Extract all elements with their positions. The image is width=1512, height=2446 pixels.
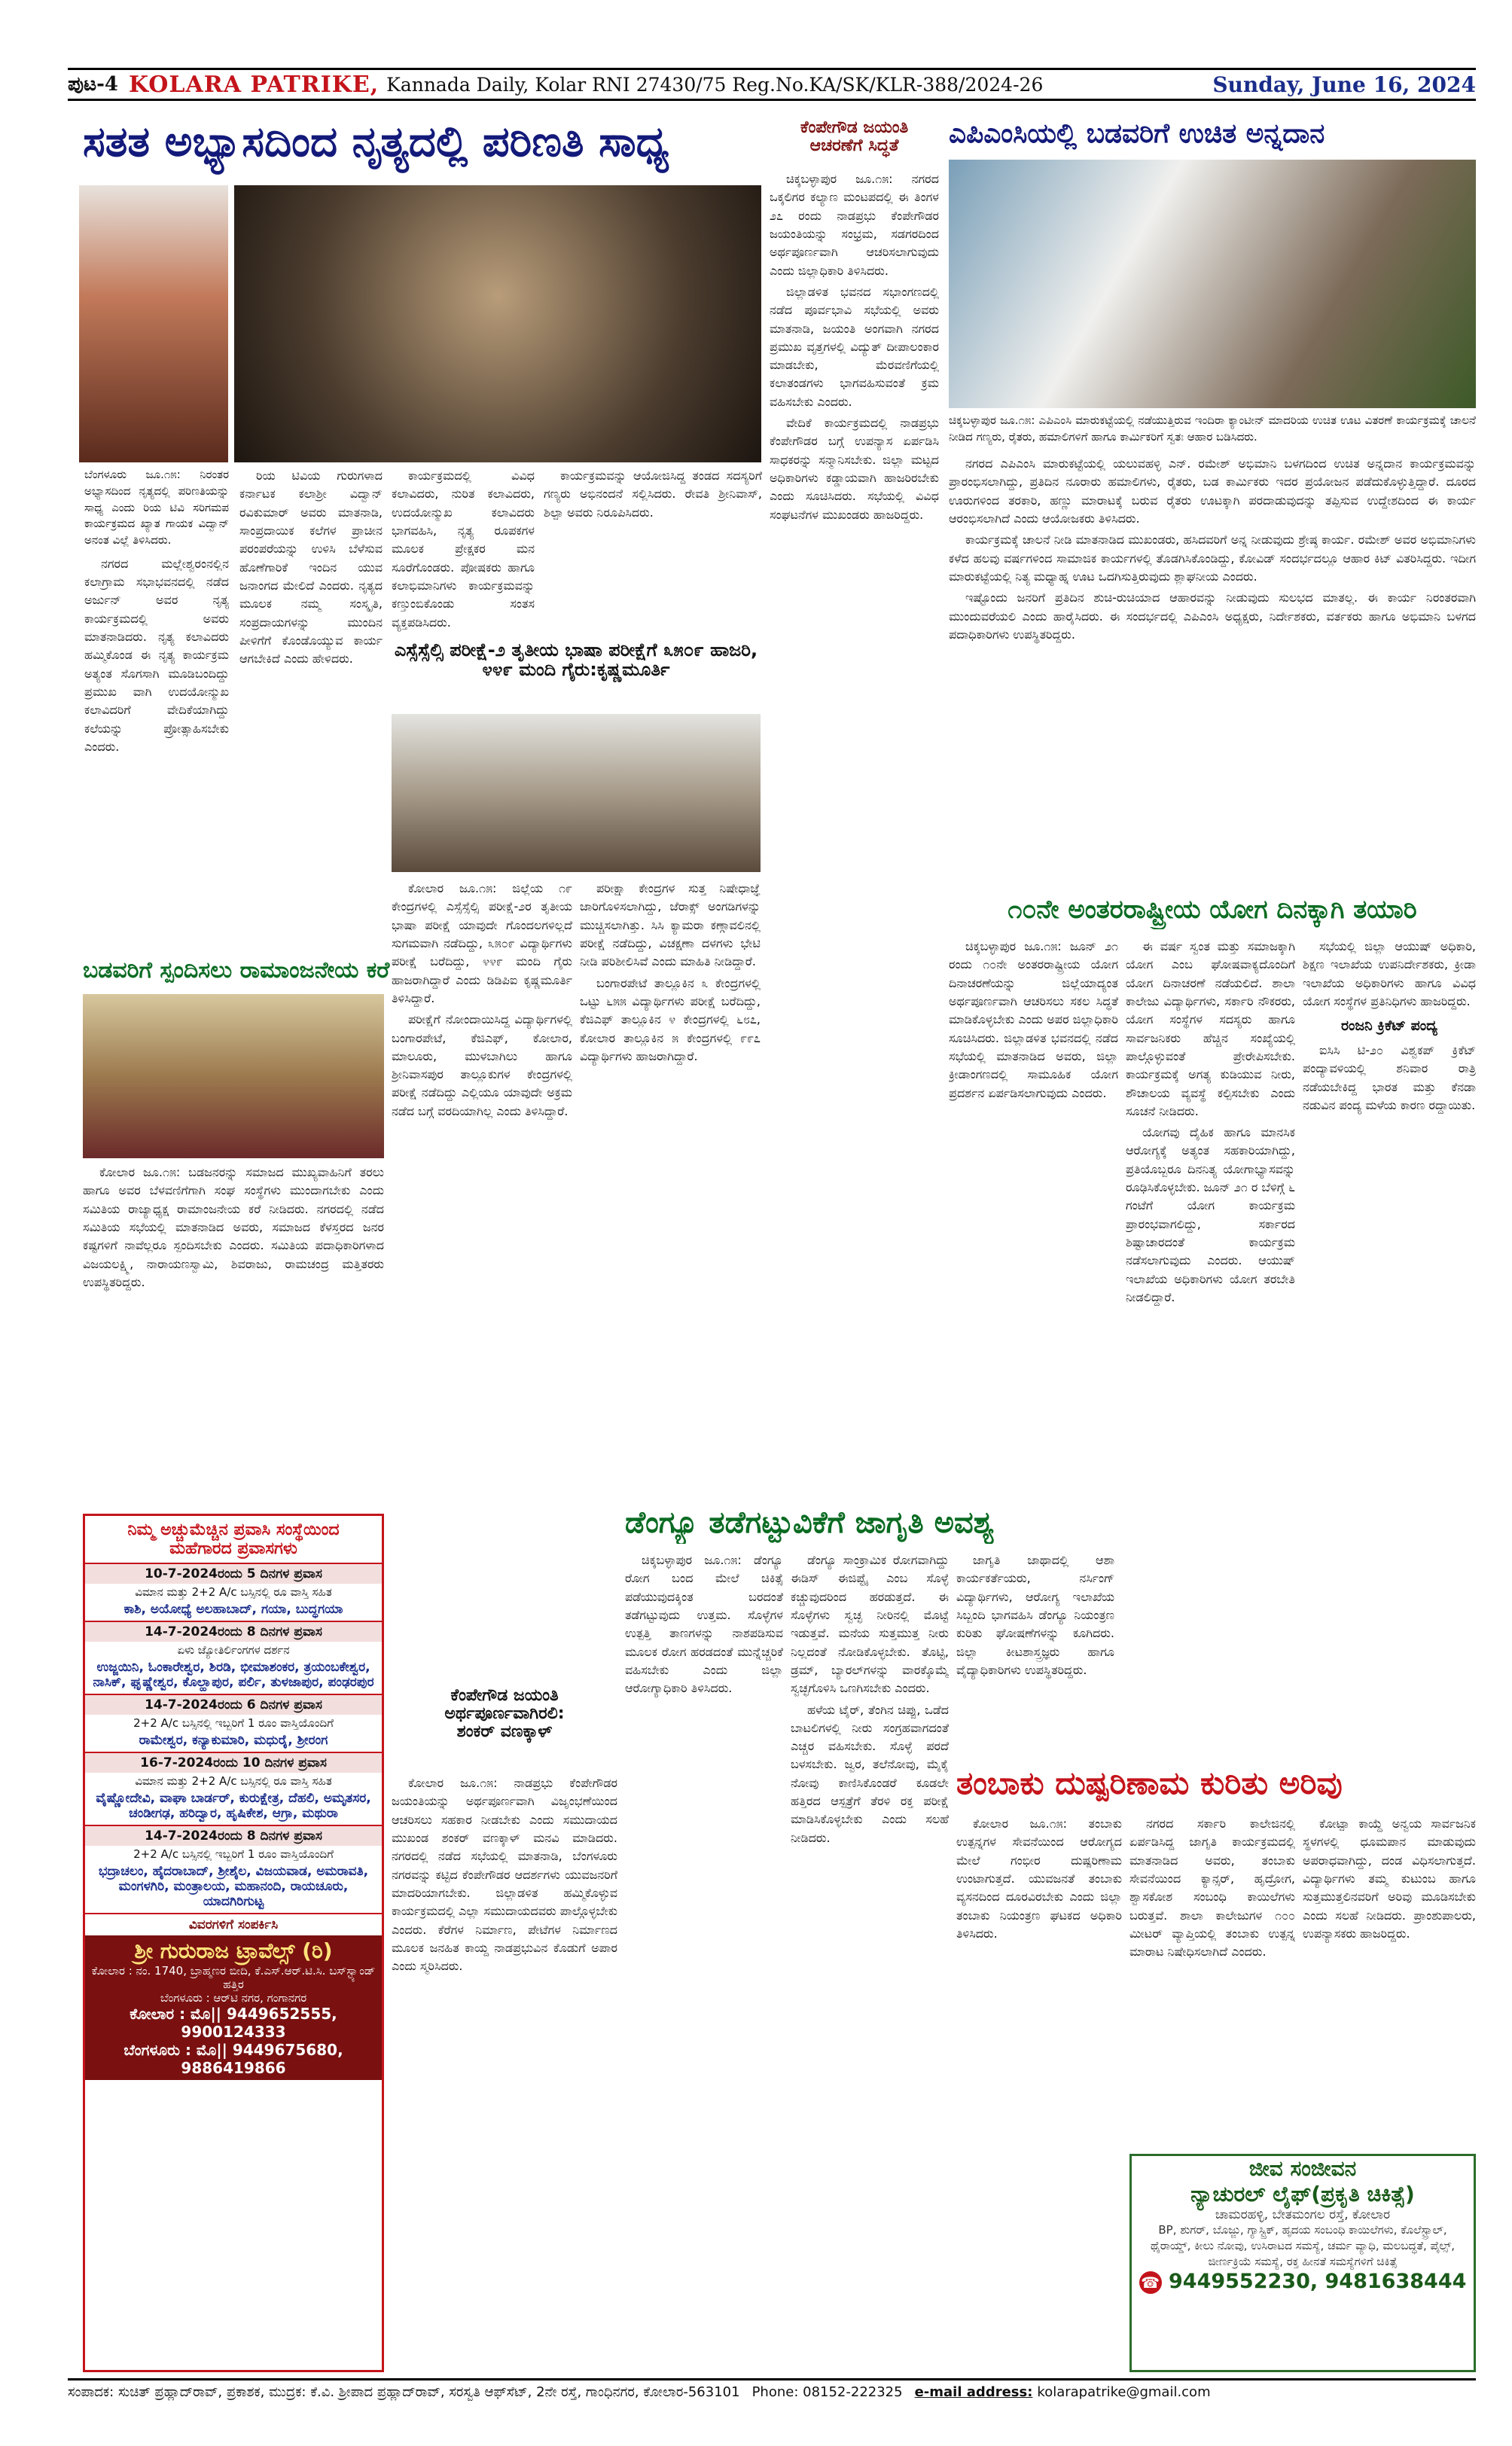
sslc-body-1: ಕೋಲಾರ ಜೂ.೧೫: ಜಿಲ್ಲೆಯ ೧೯ ಕೇಂದ್ರಗಳಲ್ಲಿ ಎಸ್ಸೆಸ್ಸೆಲ್ಸಿ ಪರೀಕ್ಷೆ-೨ರ ತೃತೀಯ ಭಾಷಾ ಪರೀಕ್ಷೆ ಯಾವುದೇ ಗೊಂದಲಗಳಿಲ್ಲದೆ ಸುಗಮವಾಗಿ ನಡೆದಿದ್ದು, ೩೫೦೯ ವಿದ್ಯಾರ್ಥಿಗಳು ಪರೀಕ್ಷೆ ಬರೆದಿದ್ದು, ೪೪೯ ಮಂದಿ ಗೈರು ಹಾಜರಾಗಿದ್ದಾರೆ ಎಂದು ಡಿಡಿಪಿಐ ಕೃಷ್ಣಮೂರ್ತಿ ತಿಳಿಸಿದ್ದಾರೆ. xyxy=(392,881,572,1005)
kempegowda2-body-block xyxy=(392,1774,617,2369)
trip-date: 14-7-2024ರಂದು 8 ದಿನಗಳ ಪ್ರವಾಸ xyxy=(85,1826,382,1846)
trip-list xyxy=(85,1564,382,1914)
cricket-subhead: ರಂಜನಿ ಕ್ರಿಕೆಟ್ ಪಂದ್ಯ xyxy=(1340,1017,1438,1035)
kempegowda-headline xyxy=(770,119,939,164)
trip-places: ಕಾಶಿ, ಅಯೋಧ್ಯೆ ಅಲಹಾಬಾದ್, ಗಯಾ, ಬುದ್ಧಗಯಾ xyxy=(123,1602,343,1617)
kempegowda-body-1: ಚಿಕ್ಕಬಳ್ಳಾಪುರ ಜೂ.೧೫: ನಗರದ ಒಕ್ಕಲಿಗರ ಕಲ್ಯಾಣ ಮಂಟಪದಲ್ಲಿ ಈ ತಿಂಗಳ ೨೭ ರಂದು ನಾಡಪ್ರಭು ಕೆಂಪೇಗೌಡರ ಜಯಂತಿಯನ್ನು ಸಂಭ್ರಮ, ಸಡಗರದಿಂದ ಅರ್ಥಪೂರ್ಣವಾಗಿ ಆಚರಿಸಲಾಗುವುದು ಎಂದು ಜಿಲ್ಲಾಧಿಕಾರಿ ತಿಳಿಸಿದರು. xyxy=(770,172,939,278)
kempegowda2-body: ಕೋಲಾರ ಜೂ.೧೫: ನಾಡಪ್ರಭು ಕೆಂಪೇಗೌಡರ ಜಯಂತಿಯನ್ನು ಅರ್ಥಪೂರ್ಣವಾಗಿ ವಿಜೃಂಭಣೆಯಿಂದ ಆಚರಿಸಲು ಸಹಕಾರ ನೀಡಬೇಕು ಎಂದು ಸಮುದಾಯದ ಮುಖಂಡ ಶಂಕರ್ ವಣಕ್ಕಾಳ್ ಮನವಿ ಮಾಡಿದರು. ನಗರದಲ್ಲಿ ನಡೆದ ಸಭೆಯಲ್ಲಿ ಮಾತನಾಡಿ, ಬೆಂಗಳೂರು ನಗರವನ್ನು ಕಟ್ಟಿದ ಕೆಂಪೇಗೌಡರ ಆದರ್ಶಗಳು ಯುವಜನರಿಗೆ ಮಾದರಿಯಾಗಬೇಕು. ಜಿಲ್ಲಾಡಳಿತ ಹಮ್ಮಿಕೊಳ್ಳುವ ಕಾರ್ಯಕ್ರಮದಲ್ಲಿ ಎಲ್ಲಾ ಸಮುದಾಯದವರು ಪಾಲ್ಗೊಳ್ಳಬೇಕು ಎಂದರು. ಕೆರೆಗಳ ನಿರ್ಮಾಣ, ಪೇಟೆಗಳ ನಿರ್ಮಾಣದ ಮೂಲಕ ಜನಹಿತ ಕಾಯ್ದ ನಾಡಪ್ರಭುವಿನ ಕೊಡುಗೆ ಅಪಾರ ಎಂದು ಸ್ಮರಿಸಿದರು. xyxy=(392,1776,617,1974)
travel-phone-2: ಬೆಂಗಳೂರು : ಮೊ|| 9449675680, 9886419866 xyxy=(123,2041,343,2077)
clinic-ad xyxy=(1129,2154,1476,2372)
trip-places: ರಾಮೇಶ್ವರ, ಕನ್ಯಾಕುಮಾರಿ, ಮಧುರೈ, ಶ್ರೀರಂಗ xyxy=(139,1733,328,1748)
travel-ad-title-1: ನಿಮ್ಮ ಅಚ್ಚುಮೆಚ್ಚಿನ ಪ್ರವಾಸಿ ಸಂಸ್ಥೆಯಿಂದ xyxy=(127,1520,340,1539)
trip-date: 16-7-2024ರಂದು 10 ದಿನಗಳ ಪ್ರವಾಸ xyxy=(85,1753,382,1773)
yoga-body-2: ಈ ವರ್ಷ ಸ್ವಂತ ಮತ್ತು ಸಮಾಜಕ್ಕಾಗಿ ಯೋಗ ಎಂಬ ಘೋಷವಾಕ್ಯದೊಂದಿಗೆ ಯೋಗ ದಿನಾಚರಣೆ ನಡೆಯಲಿದೆ. ಶಾಲಾ ಕಾಲೇಜು ವಿದ್ಯಾರ್ಥಿಗಳು, ಸರ್ಕಾರಿ ನೌಕರರು, ಯೋಗ ಸಂಸ್ಥೆಗಳ ಸದಸ್ಯರು ಹಾಗೂ ಸಾರ್ವಜನಿಕರು ಹೆಚ್ಚಿನ ಸಂಖ್ಯೆಯಲ್ಲಿ ಪಾಲ್ಗೊಳ್ಳುವಂತೆ ಪ್ರೇರೇಪಿಸಬೇಕು. ಕಾರ್ಯಕ್ರಮಕ್ಕೆ ಅಗತ್ಯ ಕುಡಿಯುವ ನೀರು, ಶೌಚಾಲಯ ವ್ಯವಸ್ಥೆ ಕಲ್ಪಿಸಬೇಕು ಎಂದು ಸೂಚನೆ ನೀಡಿದರು. xyxy=(1126,939,1295,1118)
travel-ad-title xyxy=(85,1516,382,1564)
kempegowda2-title-3: ಶಂಕರ್ ವಣಕ್ಕಾಳ್ xyxy=(456,1722,553,1742)
paper-brand: KOLARA PATRIKE, xyxy=(129,71,380,98)
annadana-body-2: ಕಾರ್ಯಕ್ರಮಕ್ಕೆ ಚಾಲನೆ ನೀಡಿ ಮಾತನಾಡಿದ ಮುಖಂಡರು, ಹಸಿದವರಿಗೆ ಅನ್ನ ನೀಡುವುದು ಶ್ರೇಷ್ಠ ಕಾರ್ಯ. ರಮೇಶ್ ಅವರ ಅಭಿಮಾನಿಗಳು ಕಳೆದ ಹಲವು ವರ್ಷಗಳಿಂದ ಸಾಮಾಜಿಕ ಕಾರ್ಯಗಳಲ್ಲಿ ತೊಡಗಿಸಿಕೊಂಡಿದ್ದು, ಕೋವಿಡ್ ಸಂದರ್ಭದಲ್ಲೂ ಆಹಾರ ಕಿಟ್ ವಿತರಿಸಿದ್ದರು. ಇದೀಗ ಮಾರುಕಟ್ಟೆಯಲ್ಲಿ ನಿತ್ಯ ಮಧ್ಯಾಹ್ನ ಊಟ ಒದಗಿಸುತ್ತಿರುವುದು ಶ್ಲಾಘನೀಯ ಎಂದರು. xyxy=(949,532,1476,584)
dengue-body-2: ಡೆಂಗ್ಯೂ ಸಾಂಕ್ರಾಮಿಕ ರೋಗವಾಗಿದ್ದು ಈಡಿಸ್ ಈಜಿಪ್ಟೈ ಎಂಬ ಸೊಳ್ಳೆ ಕಚ್ಚುವುದರಿಂದ ಹರಡುತ್ತದೆ. ಈ ಸೊಳ್ಳೆಗಳು ಸ್ವಚ್ಛ ನೀರಿನಲ್ಲಿ ಮೊಟ್ಟೆ ಇಡುತ್ತವೆ. ಮನೆಯ ಸುತ್ತಮುತ್ತ ನೀರು ನಿಲ್ಲದಂತೆ ನೋಡಿಕೊಳ್ಳಬೇಕು. ತೊಟ್ಟಿ, ಡ್ರಮ್, ಬ್ಯಾರಲ್‌ಗಳನ್ನು ವಾರಕ್ಕೊಮ್ಮೆ ಸ್ವಚ್ಛಗೊಳಿಸಿ ಒಣಗಿಸಬೇಕು ಎಂದರು. xyxy=(791,1553,949,1696)
yoga-body-4: ಸಭೆಯಲ್ಲಿ ಜಿಲ್ಲಾ ಆಯುಷ್ ಅಧಿಕಾರಿ, ಶಿಕ್ಷಣ ಇಲಾಖೆಯ ಉಪನಿರ್ದೇಶಕರು, ಕ್ರೀಡಾ ಇಲಾಖೆಯ ಅಧಿಕಾರಿಗಳು ಹಾಗೂ ವಿವಿಧ ಯೋಗ ಸಂಸ್ಥೆಗಳ ಪ್ರತಿನಿಧಿಗಳು ಹಾಜರಿದ್ದರು. xyxy=(1303,939,1476,1008)
trip-via: ಏಳು ಜ್ಯೋತಿರ್ಲಿಂಗಗಳ ದರ್ಶನ xyxy=(177,1643,290,1657)
page-footer xyxy=(68,2378,1476,2404)
travel-ad xyxy=(83,1514,384,2372)
yoga-col-2 xyxy=(1126,938,1295,1465)
dance-body-3: ಕಾರ್ಯಕ್ರಮದಲ್ಲಿ ವಿವಿಧ ಕಲಾವಿದರು, ನುರಿತ ಕಲಾವಿದರು, ಉದಯೋನ್ಮುಖ ಕಲಾವಿದರು ಭಾಗವಹಿಸಿ, ನೃತ್ಯ ರೂಪಕಗಳ ಮೂಲಕ ಪ್ರೇಕ್ಷಕರ ಮನ ಸೂರೆಗೊಂಡರು. ಪೋಷಕರು ಹಾಗೂ ಕಲಾಭಿಮಾನಿಗಳು ಕಾರ್ಯಕ್ರಮವನ್ನು ಕಣ್ತುಂಬಿಕೊಂಡು ಸಂತಸ ವ್ಯಕ್ತಪಡಿಸಿದರು. xyxy=(392,468,535,630)
trip-via: 2+2 A/c ಬಸ್ಸಿನಲ್ಲಿ ಇಬ್ಬರಿಗೆ 1 ರೂಂ ವಾಸ್ತಿಯೊಂದಿಗೆ xyxy=(133,1847,334,1861)
annadana-caption: ಚಿಕ್ಕಬಳ್ಳಾಪುರ ಜೂ.೧೫: ಎಪಿಎಂಸಿ ಮಾರುಕಟ್ಟೆಯಲ್ಲಿ ನಡೆಯುತ್ತಿರುವ ಇಂದಿರಾ ಕ್ಯಾಂಟೀನ್ ಮಾದರಿಯ ಉಚಿತ ಊಟ ವಿತರಣೆ ಕಾರ್ಯಕ್ರಮಕ್ಕೆ ಚಾಲನೆ ನೀಡಿದ ಗಣ್ಯರು, ರೈತರು, ಹಮಾಲಿಗಳಿಗೆ ಹಾಗೂ ಕಾರ್ಮಿಕರಿಗೆ ಸ್ವತಃ ಆಹಾರ ಬಡಿಸಿದರು. xyxy=(949,413,1476,444)
dengue-col-1 xyxy=(625,1551,783,2372)
kempegowda2-title-1: ಕೆಂಪೇಗೌಡ ಜಯಂತಿ xyxy=(450,1687,559,1705)
tobacco-headline: ತಂಬಾಕು ದುಷ್ಪರಿಣಾಮ ಕುರಿತು ಅರಿವು xyxy=(956,1766,1343,1801)
travel-ad-footer xyxy=(85,1935,382,2080)
dance-body-1: ನಗರದ ಮಲ್ಲೇಶ್ವರಂನಲ್ಲಿನ ಕಲಾಗ್ರಾಮ ಸಭಾಭವನದಲ್ಲಿ ನಡೆದ ಅರ್ಜುನ್ ಅವರ ನೃತ್ಯ ಕಾರ್ಯಕ್ರಮದಲ್ಲಿ ಅವರು ಮಾತನಾಡಿದರು. ನೃತ್ಯ ಕಲಾವಿದರು ಹಮ್ಮಿಕೊಂಡ ಈ ನೃತ್ಯ ಕಾರ್ಯಕ್ರಮ ಅತ್ಯಂತ ಸೊಗಸಾಗಿ ಮೂಡಿಬಂದಿದ್ದು ಪ್ರಮುಖ ವಾಗಿ ಉದಯೋನ್ಮುಖ ಕಲಾವಿದರಿಗೆ ವೇದಿಕೆಯಾಗಿದ್ದು ಕಲೆಯನ್ನು ಪ್ರೋತ್ಸಾಹಿಸಬೇಕು ಎಂದರು. xyxy=(84,556,229,754)
trip-places: ವೈಷ್ಣೋದೇವಿ, ವಾಘಾ ಬಾರ್ಡರ್, ಕುರುಕ್ಷೇತ್ರ, ದೆಹಲಿ, ಅಮೃತಸರ, ಚಂಡೀಗಢ, ಹರಿದ್ವಾರ, ಹೃಷಿಕೇಶ, ಆಗ್ರಾ, ಮಥುರಾ xyxy=(96,1791,371,1821)
kempegowda2-title-2: ಅರ್ಥಪೂರ್ಣವಾಗಿರಲಿ: xyxy=(444,1704,565,1724)
dengue-body-3: ಹಳೆಯ ಟೈರ್, ತೆಂಗಿನ ಚಿಪ್ಪು, ಒಡೆದ ಬಾಟಲಿಗಳಲ್ಲಿ ನೀರು ಸಂಗ್ರಹವಾಗದಂತೆ ಎಚ್ಚರ ವಹಿಸಬೇಕು. ಸೊಳ್ಳೆ ಪರದೆ ಬಳಸಬೇಕು. ಜ್ವರ, ತಲೆನೋವು, ಮೈಕೈ ನೋವು ಕಾಣಿಸಿಕೊಂಡರೆ ಕೂಡಲೇ ಹತ್ತಿರದ ಆಸ್ಪತ್ರೆಗೆ ತೆರಳಿ ರಕ್ತ ಪರೀಕ್ಷೆ ಮಾಡಿಸಿಕೊಳ್ಳಬೇಕು ಎಂದು ಸಲಹೆ ನೀಡಿದರು. xyxy=(791,1702,949,1845)
phone-icon: ☎ xyxy=(1139,2271,1162,2294)
kempegowda-title-1: ಕೆಂಪೇಗೌಡ ಜಯಂತಿ xyxy=(800,119,909,137)
annadana-body-3: ಇಷ್ಟೊಂದು ಜನರಿಗೆ ಪ್ರತಿದಿನ ಶುಚಿ-ರುಚಿಯಾದ ಆಹಾರವನ್ನು ನೀಡುವುದು ಸುಲಭದ ಮಾತಲ್ಲ. ಈ ಕಾರ್ಯ ನಿರಂತರವಾಗಿ ಮುಂದುವರೆಯಲಿ ಎಂದು ಹಾರೈಸಿದರು. ಈ ಸಂದರ್ಭದಲ್ಲಿ ಎಪಿಎಂಸಿ ಅಧ್ಯಕ್ಷರು, ನಿರ್ದೇಶಕರು, ವರ್ತಕರು ಹಾಗೂ ಅಭಿಮಾನಿ ಬಳಗದ ಪದಾಧಿಕಾರಿಗಳು ಉಪಸ್ಥಿತರಿದ್ದರು. xyxy=(949,590,1476,642)
trip-item xyxy=(85,1564,382,1622)
dance-col-4 xyxy=(544,467,762,587)
dengue-headline: ಡೆಂಗ್ಯೂ ತಡೆಗಟ್ಟುವಿಕೆಗೆ ಜಾಗೃತಿ ಅವಶ್ಯ xyxy=(625,1506,995,1540)
travel-ad-title-2: ಮಹೆಗಾರದ ಪ್ರವಾಸಗಳು xyxy=(169,1539,297,1558)
footer-phone: Phone: 08152-222325 xyxy=(751,2384,903,2400)
footer-text: ಸಂಪಾದಕ: ಸುಚಿತ್ ಪ್ರಹ್ಲಾದ್‌ರಾವ್, ಪ್ರಕಾಶಕ, ಮುದ್ರಕ: ಕೆ.ವಿ. ಶ್ರೀಪಾದ ಪ್ರಹ್ಲಾದ್‌ರಾವ್, ಸರಸ್ವತಿ ಆಫ್‌ಸೆಟ್, 2ನೇ ರಸ್ತೆ, ಗಾಂಧಿನಗರ, ಕೋಲಾರ-563101 xyxy=(68,2384,740,2400)
stage-photo xyxy=(234,185,761,462)
cricket-body: ಐಸಿಸಿ ಟಿ-೨೦ ವಿಶ್ವಕಪ್ ಕ್ರಿಕೆಟ್ ಪಂದ್ಯಾವಳಿಯಲ್ಲಿ ಶನಿವಾರ ರಾತ್ರಿ ನಡೆಯಬೇಕಿದ್ದ ಭಾರತ ಮತ್ತು ಕೆನಡಾ ನಡುವಿನ ಪಂದ್ಯ ಮಳೆಯ ಕಾರಣ ರದ್ದಾಯಿತು. xyxy=(1303,1043,1476,1113)
ramanjaneya-body-block xyxy=(83,1164,384,1506)
clinic-services: BP, ಶುಗರ್, ಬೊಜ್ಜು, ಗ್ಯಾಸ್ಟ್ರಿಕ್, ಹೃದಯ ಸಂಬಂಧಿ ಕಾಯಿಲೆಗಳು, ಕೊಲೆಸ್ಟ್ರಾಲ್, ಥೈರಾಯ್ಡ್, ಕೀಲು ನೋವು, ಉಸಿರಾಟದ ಸಮಸ್ಯೆ, ಚರ್ಮ ವ್ಯಾಧಿ, ಮಲಬದ್ಧತೆ, ಪೈಲ್ಸ್, ಜೀರ್ಣಕ್ರಿಯೆ ಸಮಸ್ಯೆ, ರಕ್ತ ಹೀನತೆ ಸಮಸ್ಯೆಗಳಿಗೆ ಚಿಕಿತ್ಸೆ xyxy=(1150,2223,1456,2268)
dengue-body-1: ಚಿಕ್ಕಬಳ್ಳಾಪುರ ಜೂ.೧೫: ಡೆಂಗ್ಯೂ ರೋಗ ಬಂದ ಮೇಲೆ ಚಿಕಿತ್ಸೆ ಪಡೆಯುವುದಕ್ಕಿಂತ ಬರದಂತೆ ತಡೆಗಟ್ಟುವುದು ಉತ್ತಮ. ಸೊಳ್ಳೆಗಳ ಉತ್ಪತ್ತಿ ತಾಣಗಳನ್ನು ನಾಶಪಡಿಸುವ ಮೂಲಕ ರೋಗ ಹರಡದಂತೆ ಮುನ್ನೆಚ್ಚರಿಕೆ ವಹಿಸಬೇಕು ಎಂದು ಜಿಲ್ಲಾ ಆರೋಗ್ಯಾಧಿಕಾರಿ ತಿಳಿಸಿದರು. xyxy=(625,1553,783,1696)
dance-headline: ಸತತ ಅಭ್ಯಾಸದಿಂದ ನೃತ್ಯದಲ್ಲಿ ಪರಿಣತಿ ಸಾಧ್ಯ xyxy=(83,119,669,166)
dengue-body-4: ಜಾಗೃತಿ ಜಾಥಾದಲ್ಲಿ ಆಶಾ ಕಾರ್ಯಕರ್ತೆಯರು, ನರ್ಸಿಂಗ್ ವಿದ್ಯಾರ್ಥಿಗಳು, ಆರೋಗ್ಯ ಇಲಾಖೆಯ ಸಿಬ್ಬಂದಿ ಭಾಗವಹಿಸಿ ಡೆಂಗ್ಯೂ ನಿಯಂತ್ರಣ ಕುರಿತು ಘೋಷಣೆಗಳನ್ನು ಕೂಗಿದರು. ಜಿಲ್ಲಾ ಕೀಟಶಾಸ್ತ್ರಜ್ಞರು ಹಾಗೂ ವೈದ್ಯಾಧಿಕಾರಿಗಳು ಉಪಸ್ಥಿತರಿದ್ದರು. xyxy=(956,1553,1114,1677)
trip-via: ವಿಮಾನ ಮತ್ತು 2+2 A/c ಬಸ್ಸಿನಲ್ಲಿ ರೂ ವಾಸ್ತಿ ಸಹಿತ xyxy=(135,1585,332,1599)
annadana-photo xyxy=(949,160,1476,408)
trip-date: 10-7-2024ರಂದು 5 ದಿನಗಳ ಪ್ರವಾಸ xyxy=(85,1564,382,1584)
mid-body: ಕಾರ್ಯಕ್ರಮವನ್ನು ಆಯೋಜಿಸಿದ್ದ ತಂಡದ ಸದಸ್ಯರಿಗೆ ಗಣ್ಯರು ಅಭಿನಂದನೆ ಸಲ್ಲಿಸಿದರು. ರೇವತಿ ಶ್ರೀನಿವಾಸ್, ಶಿಲ್ಪಾ ಅವರು ನಿರೂಪಿಸಿದರು. xyxy=(544,468,762,520)
travel-brand: ಶ್ರೀ ಗುರುರಾಜ ಟ್ರಾವೆಲ್ಸ್ (ರಿ) xyxy=(134,1938,333,1963)
tobacco-body-1: ಕೋಲಾರ ಜೂ.೧೫: ತಂಬಾಕು ಉತ್ಪನ್ನಗಳ ಸೇವನೆಯಿಂದ ಆರೋಗ್ಯದ ಮೇಲೆ ಗಂಭೀರ ದುಷ್ಪರಿಣಾಮ ಉಂಟಾಗುತ್ತದೆ. ಯುವಜನತೆ ತಂಬಾಕು ವ್ಯಸನದಿಂದ ದೂರವಿರಬೇಕು ಎಂದು ಜಿಲ್ಲಾ ತಂಬಾಕು ನಿಯಂತ್ರಣ ಘಟಕದ ಅಧಿಕಾರಿ ತಿಳಿಸಿದರು. xyxy=(956,1816,1122,1941)
trip-item xyxy=(85,1753,382,1826)
trip-item xyxy=(85,1826,382,1914)
clinic-phone-row xyxy=(1132,2270,1474,2294)
tobacco-col-1 xyxy=(956,1815,1122,2372)
tobacco-body-3: ಕೋಟ್ಪಾ ಕಾಯ್ದೆ ಅನ್ವಯ ಸಾರ್ವಜನಿಕ ಸ್ಥಳಗಳಲ್ಲಿ ಧೂಮಪಾನ ಮಾಡುವುದು ಅಪರಾಧವಾಗಿದ್ದು, ದಂಡ ವಿಧಿಸಲಾಗುತ್ತದೆ. ವಿದ್ಯಾರ್ಥಿಗಳು ತಮ್ಮ ಕುಟುಂಬ ಹಾಗೂ ಸುತ್ತಮುತ್ತಲಿನವರಿಗೆ ಅರಿವು ಮೂಡಿಸಬೇಕು ಎಂದು ಸಲಹೆ ನೀಡಿದರು. ಪ್ರಾಂಶುಪಾಲರು, ಉಪನ್ಯಾಸಕರು ಹಾಜರಿದ್ದರು. xyxy=(1303,1816,1476,1941)
dance-photo xyxy=(79,185,228,462)
page-number: ಪುಟ-4 xyxy=(68,72,119,96)
sslc-body-3: ಪರೀಕ್ಷಾ ಕೇಂದ್ರಗಳ ಸುತ್ತ ನಿಷೇಧಾಜ್ಞೆ ಜಾರಿಗೊಳಿಸಲಾಗಿದ್ದು, ಜೆರಾಕ್ಸ್ ಅಂಗಡಿಗಳನ್ನು ಮುಚ್ಚಿಸಲಾಗಿತ್ತು. ಸಿಸಿ ಕ್ಯಾಮರಾ ಕಣ್ಗಾವಲಿನಲ್ಲಿ ಪರೀಕ್ಷೆ ನಡೆದಿದ್ದು, ವಿಚಕ್ಷಣಾ ದಳಗಳು ಭೇಟಿ ನೀಡಿ ಪರಿಶೀಲಿಸಿವೆ ಎಂದು ಮಾಹಿತಿ ನೀಡಿದ್ದಾರೆ. xyxy=(580,881,761,969)
trip-date: 14-7-2024ರಂದು 6 ದಿನಗಳ ಪ್ರವಾಸ xyxy=(85,1695,382,1715)
annadana-body-1: ನಗರದ ಎಪಿಎಂಸಿ ಮಾರುಕಟ್ಟೆಯಲ್ಲಿ ಯಲುವಹಳ್ಳಿ ಎನ್. ರಮೇಶ್ ಅಭಿಮಾನಿ ಬಳಗದಿಂದ ಉಚಿತ ಅನ್ನದಾನ ಕಾರ್ಯಕ್ರಮವನ್ನು ಪ್ರಾರಂಭಿಸಲಾಗಿದ್ದು, ಪ್ರತಿದಿನ ನೂರಾರು ಹಮಾಲಿಗಳು, ರೈತರು, ಬಡ ಕಾರ್ಮಿಕರು ಇದರ ಪ್ರಯೋಜನ ಪಡೆದುಕೊಳ್ಳುತ್ತಿದ್ದಾರೆ. ದೂರದ ಊರುಗಳಿಂದ ತರಕಾರಿ, ಹಣ್ಣು ಮಾರಾಟಕ್ಕೆ ಬರುವ ರೈತರು ಊಟಕ್ಕಾಗಿ ಪರದಾಡುವುದನ್ನು ತಪ್ಪಿಸುವ ಉದ್ದೇಶದಿಂದ ಈ ಕಾರ್ಯ ಆರಂಭಿಸಲಾಗಿದೆ ಎಂದು ಆಯೋಜಕರು ತಿಳಿಸಿದರು. xyxy=(949,456,1476,526)
trip-date: 14-7-2024ರಂದು 8 ದಿನಗಳ ಪ್ರವಾಸ xyxy=(85,1622,382,1642)
yoga-body-3: ಯೋಗವು ದೈಹಿಕ ಹಾಗೂ ಮಾನಸಿಕ ಆರೋಗ್ಯಕ್ಕೆ ಅತ್ಯಂತ ಸಹಕಾರಿಯಾಗಿದ್ದು, ಪ್ರತಿಯೊಬ್ಬರೂ ದಿನನಿತ್ಯ ಯೋಗಾಭ್ಯಾಸವನ್ನು ರೂಢಿಸಿಕೊಳ್ಳಬೇಕು. ಜೂನ್ ೨೧ ರ ಬೆಳಿಗ್ಗೆ ೬ ಗಂಟೆಗೆ ಯೋಗ ಕಾರ್ಯಕ್ರಮ ಪ್ರಾರಂಭವಾಗಲಿದ್ದು, ಸರ್ಕಾರದ ಶಿಷ್ಟಾಚಾರದಂತೆ ಕಾರ್ಯಕ್ರಮ ನಡೆಸಲಾಗುವುದು ಎಂದರು. ಆಯುಷ್ ಇಲಾಖೆಯ ಅಧಿಕಾರಿಗಳು ಯೋಗ ತರಬೇತಿ ನೀಡಲಿದ್ದಾರೆ. xyxy=(1126,1125,1295,1304)
travel-phone-1: ಕೋಲಾರ : ಮೊ|| 9449652555, 9900124333 xyxy=(130,2005,337,2041)
tobacco-col-2 xyxy=(1129,1815,1295,2146)
kempegowda-title-2: ಆಚರಣೆಗೆ ಸಿದ್ಧತೆ xyxy=(809,136,899,156)
annadana-headline: ಎಪಿಎಂಸಿಯಲ್ಲಿ ಬಡವರಿಗೆ ಉಚಿತ ಅನ್ನದಾನ xyxy=(949,119,1325,149)
yoga-headline: ೧೦ನೇ ಅಂತರರಾಷ್ಟ್ರೀಯ ಯೋಗ ದಿನಕ್ಕಾಗಿ ತಯಾರಿ xyxy=(1007,896,1417,925)
dance-caption-text: ಬೆಂಗಳೂರು ಜೂ.೧೫: ನಿರಂತರ ಅಭ್ಯಾಸದಿಂದ ನೃತ್ಯದಲ್ಲಿ ಪರಿಣತಿಯನ್ನು ಸಾಧ್ಯ ಎಂದು ರಿಯ ಟಿವಿ ಸರಿಗಮಪ ಕಾರ್ಯಕ್ರಮದ ಖ್ಯಾತ ಗಾಯಕ ವಿದ್ವಾನ್ ಅನಂತ ವಿಲ್ಲೆ ತಿಳಿಸಿದರು. xyxy=(84,468,229,547)
trip-via: 2+2 A/c ಬಸ್ಸಿನಲ್ಲಿ ಇಬ್ಬರಿಗೆ 1 ರೂಂ ವಾಸ್ತಿಯೊಂದಿಗೆ xyxy=(133,1716,334,1730)
clinic-line-2: ನ್ಯಾಚುರಲ್ ಲೈಫ್(ಪ್ರಕೃತಿ ಚಿಕಿತ್ಸೆ) xyxy=(1190,2182,1415,2207)
trip-places: ಉಜ್ಜಯಿನಿ, ಓಂಕಾರೇಶ್ವರ, ಶಿರಡಿ, ಭೀಮಾಶಂಕರ, ತ್ರಯಂಬಕೇಶ್ವರ, ನಾಸಿಕ್, ಘೃಷ್ಣೇಶ್ವರ, ಕೊಲ್ಹಾಪುರ, ಪರ್ಲಿ, ತುಳಜಾಪುರ, ಪಂಢರಪುರ xyxy=(93,1660,374,1690)
kempegowda2-headline xyxy=(392,1687,617,1770)
dance-body-2: ರಿಯ ಟಿವಿಯ ಗುರುಗಳಾದ ಕರ್ನಾಟಕ ಕಲಾಶ್ರೀ ವಿದ್ವಾನ್ ರವಿಕುಮಾರ್ ಅವರು ಮಾತನಾಡಿ, ಸಾಂಪ್ರದಾಯಿಕ ಕಲೆಗಳ ಪ್ರಾಚೀನ ಪರಂಪರೆಯನ್ನು ಉಳಿಸಿ ಬೆಳೆಸುವ ಹೊಣೆಗಾರಿಕೆ ಇಂದಿನ ಯುವ ಜನಾಂಗದ ಮೇಲಿದೆ ಎಂದರು. ನೃತ್ಯದ ಮೂಲಕ ನಮ್ಮ ಸಂಸ್ಕೃತಿ, ಸಂಪ್ರದಾಯಗಳನ್ನು ಮುಂದಿನ ಪೀಳಿಗೆಗೆ ಕೊಂಡೊಯ್ಯುವ ಕಾರ್ಯ ಆಗಬೇಕಿದೆ ಎಂದು ಹೇಳಿದರು. xyxy=(239,468,383,666)
travel-contact-label: ವಿವರಗಳಿಗೆ ಸಂಪರ್ಕಿಸಿ xyxy=(188,1917,279,1932)
trip-via: ವಿಮಾನ ಮತ್ತು 2+2 A/c ಬಸ್ಸಿನಲ್ಲಿ ರೂ ವಾಸ್ತಿ ಸಹಿತ xyxy=(135,1774,332,1788)
travel-addr-1: ಕೋಲಾರ : ನಂ. 1740, ಬ್ರಾಹ್ಮಣರ ಬೀದಿ, ಕೆ.ಎಸ್.ಆರ್.ಟಿ.ಸಿ. ಬಸ್‌ಸ್ಟ್ಯಾಂಡ್ ಹತ್ತಿರ xyxy=(91,1964,376,1991)
exam-photo xyxy=(392,714,761,872)
annadana-body xyxy=(949,455,1476,846)
ramanjaneya-headline: ಬಡವರಿಗೆ ಸ್ಪಂದಿಸಲು ರಾಮಾಂಜನೇಯ ಕರೆ xyxy=(83,958,390,984)
dengue-col-2 xyxy=(791,1551,949,2372)
sslc-headline: ಎಸ್ಸೆಸ್ಸೆಲ್ಸಿ ಪರೀಕ್ಷೆ-೨ ತೃತೀಯ ಭಾಷಾ ಪರೀಕ್ಷೆಗೆ ೩೫೦೯ ಹಾಜರಿ, ೪೪೯ ಮಂದಿ ಗೈರು:ಕೃಷ್ಣಮೂರ್ತಿ xyxy=(394,640,758,681)
yoga-body-1: ಚಿಕ್ಕಬಳ್ಳಾಪುರ ಜೂ.೧೫: ಜೂನ್ ೨೧ ರಂದು ೧೦ನೇ ಅಂತರರಾಷ್ಟ್ರೀಯ ಯೋಗ ದಿನಾಚರಣೆಯನ್ನು ಜಿಲ್ಲೆಯಾದ್ಯಂತ ಅರ್ಥಪೂರ್ಣವಾಗಿ ಆಚರಿಸಲು ಸಕಲ ಸಿದ್ಧತೆ ಮಾಡಿಕೊಳ್ಳಬೇಕು ಎಂದು ಅಪರ ಜಿಲ್ಲಾಧಿಕಾರಿ ಸೂಚಿಸಿದರು. ಜಿಲ್ಲಾಡಳಿತ ಭವನದಲ್ಲಿ ನಡೆದ ಸಭೆಯಲ್ಲಿ ಮಾತನಾಡಿದ ಅವರು, ಜಿಲ್ಲಾ ಕ್ರೀಡಾಂಗಣದಲ್ಲಿ ಸಾಮೂಹಿಕ ಯೋಗ ಪ್ರದರ್ಶನ ಏರ್ಪಡಿಸಲಾಗುವುದು ಎಂದರು. xyxy=(949,939,1118,1100)
ramanjaneya-body: ಕೋಲಾರ ಜೂ.೧೫: ಬಡಜನರನ್ನು ಸಮಾಜದ ಮುಖ್ಯವಾಹಿನಿಗೆ ತರಲು ಹಾಗೂ ಅವರ ಬೆಳವಣಿಗೆಗಾಗಿ ಸಂಘ ಸಂಸ್ಥೆಗಳು ಮುಂದಾಗಬೇಕು ಎಂದು ಸಮಿತಿಯ ರಾಜ್ಯಾಧ್ಯಕ್ಷ ರಾಮಾಂಜನೇಯ ಕರೆ ನೀಡಿದರು. ನಗರದಲ್ಲಿ ನಡೆದ ಸಮಿತಿಯ ಸಭೆಯಲ್ಲಿ ಮಾತನಾಡಿದ ಅವರು, ಸಮಾಜದ ಕೆಳಸ್ತರದ ಜನರ ಕಷ್ಟಗಳಿಗೆ ನಾವೆಲ್ಲರೂ ಸ್ಪಂದಿಸಬೇಕು ಎಂದರು. ಸಮಿತಿಯ ಪದಾಧಿಕಾರಿಗಳಾದ ವಿಜಯಲಕ್ಷ್ಮಿ, ನಾರಾಯಣಸ್ವಾಮಿ, ಶಿವರಾಜು, ರಾಮಚಂದ್ರ ಮತ್ತಿತರರು ಉಪಸ್ಥಿತರಿದ್ದರು. xyxy=(83,1165,384,1289)
kempegowda-body xyxy=(770,170,939,1225)
tobacco-body-2: ನಗರದ ಸರ್ಕಾರಿ ಕಾಲೇಜಿನಲ್ಲಿ ಏರ್ಪಡಿಸಿದ್ದ ಜಾಗೃತಿ ಕಾರ್ಯಕ್ರಮದಲ್ಲಿ ಮಾತನಾಡಿದ ಅವರು, ತಂಬಾಕು ಸೇವನೆಯಿಂದ ಕ್ಯಾನ್ಸರ್, ಹೃದ್ರೋಗ, ಶ್ವಾಸಕೋಶ ಸಂಬಂಧಿ ಕಾಯಿಲೆಗಳು ಬರುತ್ತವೆ. ಶಾಲಾ ಕಾಲೇಜುಗಳ ೧೦೦ ಮೀಟರ್ ವ್ಯಾಪ್ತಿಯಲ್ಲಿ ತಂಬಾಕು ಉತ್ಪನ್ನ ಮಾರಾಟ ನಿಷೇಧಿಸಲಾಗಿದೆ ಎಂದರು. xyxy=(1129,1816,1295,1960)
issue-date: Sunday, June 16, 2024 xyxy=(1212,72,1476,97)
yoga-col-1 xyxy=(949,938,1118,1465)
footer-email[interactable]: kolarapatrike@gmail.com xyxy=(1037,2384,1211,2400)
sslc-body-4: ಬಂಗಾರಪೇಟೆ ತಾಲ್ಲೂಕಿನ ೩ ಕೇಂದ್ರಗಳಲ್ಲಿ ಒಟ್ಟು ೬೫೫ ವಿದ್ಯಾರ್ಥಿಗಳು ಪರೀಕ್ಷೆ ಬರೆದಿದ್ದು, ಕೆಜಿಎಫ್ ತಾಲ್ಲೂಕಿನ ೪ ಕೇಂದ್ರಗಳಲ್ಲಿ ೬೮೭, ಕೋಲಾರ ತಾಲ್ಲೂಕಿನ ೫ ಕೇಂದ್ರಗಳಲ್ಲಿ ೯೯೭ ವಿದ್ಯಾರ್ಥಿಗಳು ಹಾಜರಾಗಿದ್ದಾರೆ. xyxy=(580,975,761,1063)
tobacco-col-3 xyxy=(1303,1815,1476,2146)
trip-item xyxy=(85,1622,382,1695)
kempegowda-body-2: ಜಿಲ್ಲಾಡಳಿತ ಭವನದ ಸಭಾಂಗಣದಲ್ಲಿ ನಡೆದ ಪೂರ್ವಭಾವಿ ಸಭೆಯಲ್ಲಿ ಅವರು ಮಾತನಾಡಿ, ಜಯಂತಿ ಅಂಗವಾಗಿ ನಗರದ ಪ್ರಮುಖ ವೃತ್ತಗಳಲ್ಲಿ ವಿದ್ಯುತ್ ದೀಪಾಲಂಕಾರ ಮಾಡಬೇಕು, ಮೆರವಣಿಗೆಯಲ್ಲಿ ಕಲಾತಂಡಗಳು ಭಾಗವಹಿಸುವಂತೆ ಕ್ರಮ ವಹಿಸಬೇಕು ಎಂದರು. xyxy=(770,284,939,409)
clinic-phone: 9449552230, 9481638444 xyxy=(1169,2270,1467,2293)
clinic-line-1: ಜೀವ ಸಂಜೀವನ xyxy=(1248,2156,1357,2181)
travel-addr-2: ಬೆಂಗಳೂರು : ಆರ್‌ಟಿ ನಗರ, ಗಂಗಾನಗರ xyxy=(160,1991,307,2005)
sslc-body-2: ಪರೀಕ್ಷೆಗೆ ನೋಂದಾಯಿಸಿದ್ದ ವಿದ್ಯಾರ್ಥಿಗಳಲ್ಲಿ ಬಂಗಾರಪೇಟೆ, ಕೆಜಿಎಫ್, ಕೋಲಾರ, ಮಾಲೂರು, ಮುಳಬಾಗಿಲು ಹಾಗೂ ಶ್ರೀನಿವಾಸಪುರ ತಾಲ್ಲೂಕುಗಳ ಕೇಂದ್ರಗಳಲ್ಲಿ ಪರೀಕ್ಷೆ ನಡೆದಿದ್ದು ಎಲ್ಲಿಯೂ ಯಾವುದೇ ಅಕ್ರಮ ನಡೆದ ಬಗ್ಗೆ ವರದಿಯಾಗಿಲ್ಲ ಎಂದು ತಿಳಿಸಿದ್ದಾರೆ. xyxy=(392,1012,572,1118)
kempegowda-body-3: ವೇದಿಕೆ ಕಾರ್ಯಕ್ರಮದಲ್ಲಿ ನಾಡಪ್ರಭು ಕೆಂಪೇಗೌಡರ ಬಗ್ಗೆ ಉಪನ್ಯಾಸ ಏರ್ಪಡಿಸಿ ಸಾಧಕರನ್ನು ಸನ್ಮಾನಿಸಬೇಕು. ಜಿಲ್ಲಾ ಮಟ್ಟದ ಅಧಿಕಾರಿಗಳು ಕಡ್ಡಾಯವಾಗಿ ಹಾಜರಿರಬೇಕು ಎಂದು ಸೂಚಿಸಿದರು. ಸಭೆಯಲ್ಲಿ ವಿವಿಧ ಸಂಘಟನೆಗಳ ಮುಖಂಡರು ಹಾಜರಿದ್ದರು. xyxy=(770,416,939,522)
trip-item xyxy=(85,1695,382,1753)
footer-email-label: e-mail address: xyxy=(914,2384,1033,2400)
trip-places: ಭದ್ರಾಚಲಂ, ಹೈದರಾಬಾದ್, ಶ್ರೀಶೈಲ, ವಿಜಯವಾಡ, ಅಮರಾವತಿ, ಮಂಗಳಗಿರಿ, ಮಂತ್ರಾಲಯ, ಮಹಾನಂದಿ, ರಾಯಚೂರು, ಯಾದಗಿರಿಗುಟ್ಟ xyxy=(98,1864,369,1909)
paper-info: Kannada Daily, Kolar RNI 27430/75 Reg.No.KA/SK/KLR-388/2024-26 xyxy=(386,73,1044,96)
yoga-col-3 xyxy=(1303,938,1476,1465)
group-photo xyxy=(83,994,384,1158)
masthead xyxy=(68,68,1476,101)
clinic-address: ಚಾಮರಹಳ್ಳಿ, ಬೇತಮಂಗಲ ರಸ್ತೆ, ಕೋಲಾರ xyxy=(1215,2207,1391,2222)
